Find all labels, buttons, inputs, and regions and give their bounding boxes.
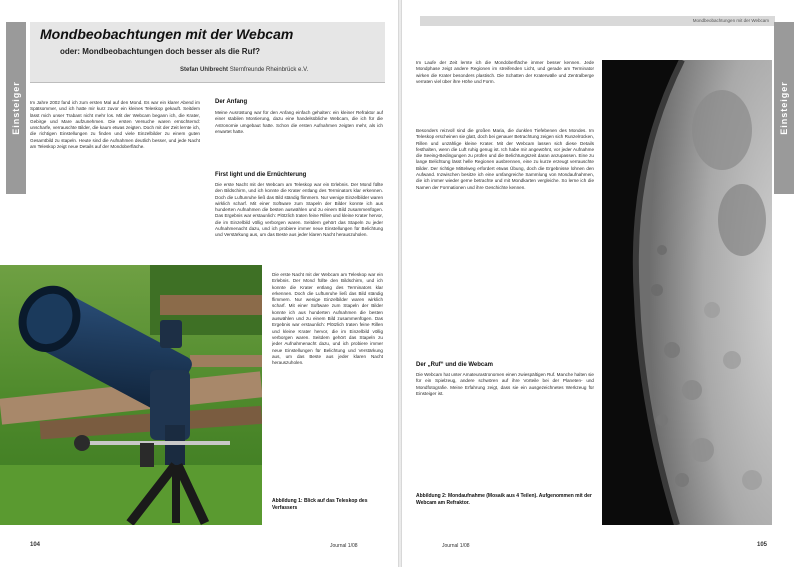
column-2-text-2b: Die erste Nacht mit der Webcam am Teleskop war ein Erlebnis. Der Mond füllte den Bildschirm, und ich konnte die Krater entlang des Terminators klar erkennen. Doch die Luftunruhe ließ das Bild ständig flimmern. Nur wenige Einzelbilder waren wirklich scharf. Mit einer Software zum Stapeln der Bilder konnte ich aus hunderten Aufnahmen die besten auswählen und zu einem Bild zusammenfügen. Das Ergebnis war erstaunlich: Plötzlich traten feine Rillen und kleine Krater hervor, die im Einzelbild völlig verborgen waren. Seitdem gehört das Stapeln zu jeder Aufnahmenacht dazu, und ich probiere immer neue Einstellungen für Belichtung und Verstärkung aus, um das Beste aus jeder klaren Nacht herauszuholen. xyxy=(272,272,383,366)
column-2-text-1: Meine Ausrüstung war für den Anfang einfach gehalten: ein kleiner Refraktor auf einer stabilen Montierung, dazu eine handelsübliche Webcam, die ich für die Astronomie umgebaut hatte. Schon die ersten Aufnahmen zeigten mehr, als ich erwartet hatte. xyxy=(215,110,383,134)
footer-journal-right: Journal 1/08 xyxy=(442,543,470,549)
figure-1-caption: Abbildung 1: Blick auf das Teleskop des Verfassers xyxy=(272,498,368,511)
column-2-text-2a: Die erste Nacht mit der Webcam am Teleskop war ein Erlebnis. Der Mond füllte den Bildschirm, und ich konnte die Krater entlang des Terminators klar erkennen. Doch die Luftunruhe ließ das Bild ständig flimmern. Nur wenige Einzelbilder waren wirklich scharf. Mit einer Software zum Stapeln der Bilder konnte ich aus hunderten Aufnahmen die besten auswählen und zu einem Bild zusammenfügen. Das Ergebnis war erstaunlich: Plötzlich traten feine Rillen und kleine Krater hervor, die im Einzelbild völlig verborgen waren. Seitdem gehört das Stapeln zu jeder Aufnahmenacht dazu, und ich probiere immer neue Einstellungen für Belichtung und Verstärkung aus, um das Beste aus jeder klaren Nacht herauszuholen. xyxy=(215,182,383,238)
right-column-text-2: Besonders reizvoll sind die großen Maria, die dunklen Tiefebenen des Mondes. Im Teleskop erscheinen sie glatt, doch bei genauer Betrachtung zeigen sich Runzelrücken, Rillen und unzählige kleine Krater. Mit der Webcam lassen sich diese Details festhalten, wenn die Luft ruhig genug ist. Ich habe mir angewöhnt, vor jeder Aufnahme die Seeing-Bedingungen zu prüfen und die Belichtungszeit daran anzupassen. Eine zu lange Belichtung lässt helle Regionen ausbrennen, eine zu kurze erzeugt verrauschte Bilder. Der richtige Mittelweg erfordert etwas Übung, doch die Ergebnisse lohnen den Aufwand. Inzwischen besitze ich eine umfangreiche Sammlung von Mondaufnahmen, die ich immer wieder gerne betrachte und mit Mondkarten vergleiche. So lerne ich die Namen der Formationen und ihre Geschichte kennen. xyxy=(416,128,594,190)
article-subtitle: oder: Mondbeobachtungen doch besser als die Ruf? xyxy=(60,47,261,56)
left-page xyxy=(0,0,398,567)
section-tab-label: Einsteiger xyxy=(11,81,21,135)
page-number-right: 105 xyxy=(757,542,768,548)
telescope-photo xyxy=(0,265,262,525)
right-column-text-1: Im Laufe der Zeit lernte ich die Mondoberfläche immer besser kennen. Jede Mondphase zeigt andere Regionen im streifenden Licht, und gerade am Terminator wirken die Krater besonders plastisch. Die Schatten der Kraterwälle und Zentralberge verraten viel über ihre Höhe und Form. xyxy=(416,60,594,84)
section-tab-left xyxy=(6,22,26,194)
heading-der-anfang: Der Anfang xyxy=(215,99,248,105)
author-affiliation: Sternfreunde Rheinbrück e.V. xyxy=(229,67,309,73)
heading-first-light: First light und die Ernüchterung xyxy=(215,172,307,178)
section-tab-label: Einsteiger xyxy=(779,81,789,135)
right-column-text-3: Die Webcam hat unter Amateurastronomen einen zwiespältigen Ruf. Manche halten sie für ein Spielzeug, andere schwören auf ihre Vorteile bei der Planeten- und Mondfotografie. Meine Erfahrung zeigt, dass sie ein ausgezeichnetes Werkzeug für Einsteiger ist. xyxy=(416,372,594,396)
article-title: Mondbeobachtungen mit der Webcam xyxy=(40,26,294,42)
article-title-box xyxy=(30,22,385,83)
page-number-left: 104 xyxy=(30,542,41,548)
article-author xyxy=(180,67,308,73)
author-name: Stefan Uhlbrecht xyxy=(180,67,229,73)
footer-journal-left: Journal 1/08 xyxy=(330,543,358,549)
figure-2-caption: Abbildung 2: Mondaufnahme (Mosaik aus 4 Teilen). Aufgenommen mit der Webcam am Refraktor. xyxy=(416,493,592,506)
running-header-text: Mondbeobachtungen mit der Webcam xyxy=(692,18,769,23)
intro-column: Im Jahre 2002 fand ich zum ersten Mal auf den Mond. Es war ein klarer Abend im Spätsommer, und ich hatte mir kurz zuvor ein kleines Teleskop gekauft. Seitdem lässt mich unser Trabant nicht mehr los. Mit der Webcam begann ich, die Krater, Gebirge und Mare aufzunehmen. Die ersten Versuche waren ernüchternd: unscharfe, verrauschte Bilder, die kaum etwas zeigten. Doch mit der Zeit lernte ich, die richtigen Einstellungen zu finden und viele Einzelbilder zu einem guten Gesamtbild zu stapeln. Heute sind die Aufnahmen deutlich besser, und jede Nacht am Teleskop zeigt neue Details auf der Mondoberfläche. xyxy=(30,100,200,150)
running-header xyxy=(420,16,775,26)
moon-illustration xyxy=(602,60,772,525)
heading-ruf-webcam: Der „Ruf“ und die Webcam xyxy=(416,362,493,368)
right-page xyxy=(402,0,800,567)
telescope-illustration xyxy=(0,265,262,525)
moon-photo xyxy=(602,60,772,525)
section-tab-right xyxy=(774,22,794,194)
